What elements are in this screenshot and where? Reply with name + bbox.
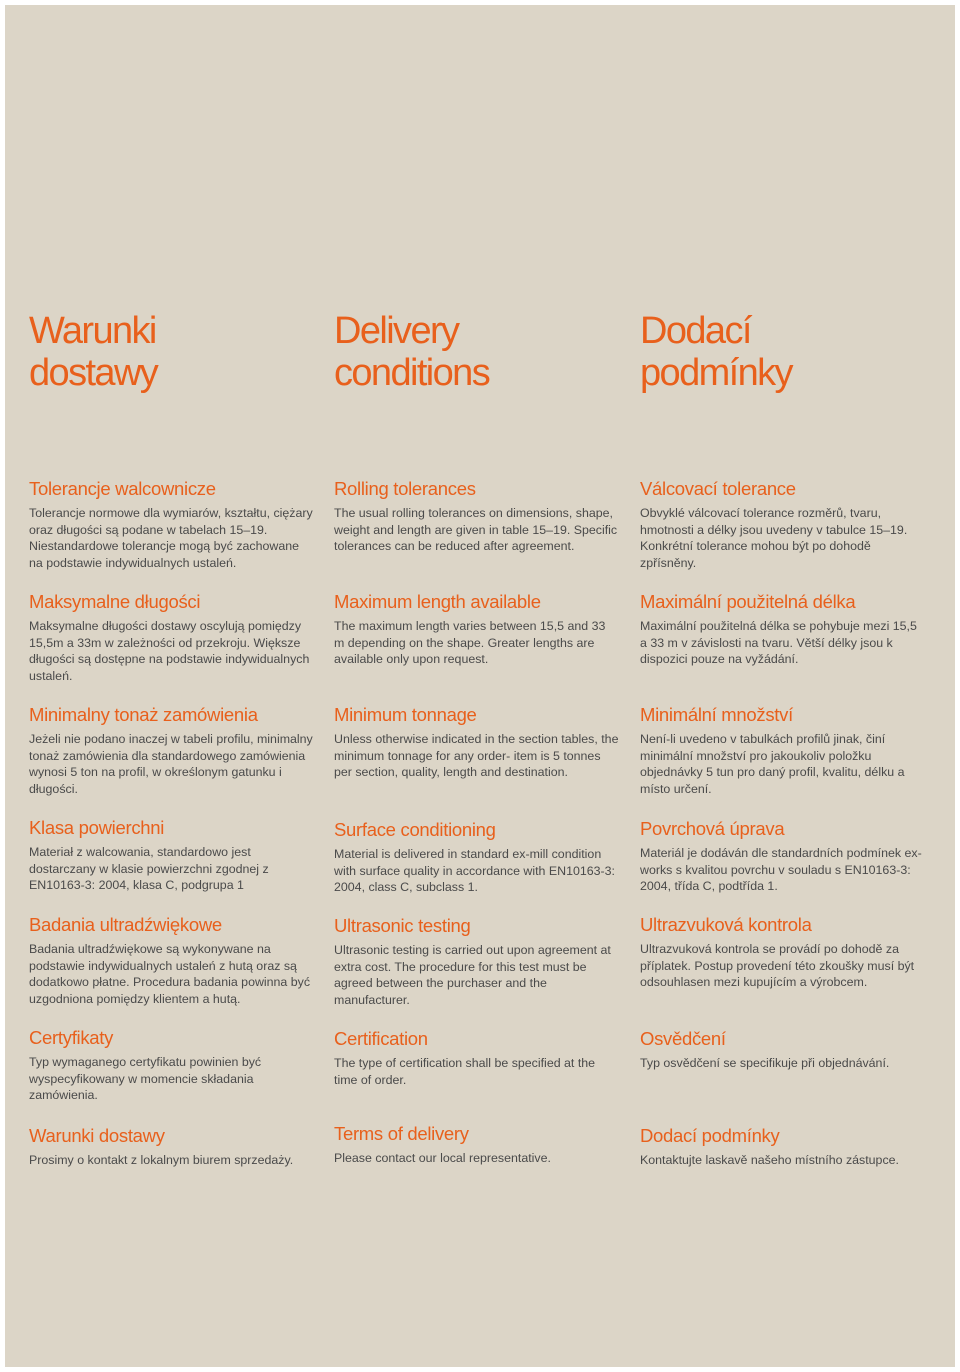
section-ultrasonic <box>640 914 925 991</box>
section-text: Maksymalne długości dostawy oscylują pomiędzy 15,5m a 33m w zależności od przekroju. Większe długości są dostępne na podstawie indywidualnych ustaleń. <box>29 619 310 683</box>
section-max-length <box>334 591 619 668</box>
section-heading: Povrchová úprava <box>640 818 785 839</box>
section-heading: Certyfikaty <box>29 1027 114 1048</box>
section-heading: Ultrazvuková kontrola <box>640 914 812 935</box>
section-heading: Maximum length available <box>334 591 541 612</box>
page-title: Delivery conditions <box>334 310 490 394</box>
section-text: Tolerancje normowe dla wymiarów, kształtu, ciężary oraz długości są podane w tabelach 15–19. Niestandardowe tolerancje mogą być zachowane na podstawie indywidualnych ustaleń. <box>29 506 313 570</box>
section-terms <box>334 1123 619 1167</box>
section-text: Material is delivered in standard ex-mill condition with surface quality in accordance with EN10163-3: 2004, class C, subclass 1. <box>334 847 616 894</box>
section-heading: Terms of delivery <box>334 1123 469 1144</box>
section-heading: Certification <box>334 1028 428 1049</box>
section-surface <box>29 817 314 894</box>
section-min-tonnage <box>29 704 314 797</box>
section-ultrasonic <box>29 914 314 1007</box>
section-heading: Osvědčení <box>640 1028 726 1049</box>
section-heading: Minimum tonnage <box>334 704 477 725</box>
section-surface <box>334 819 619 896</box>
section-text: Materiál je dodáván dle standardních podmínek ex-works s kvalitou povrchu v souladu s EN10163-3: 2004, třída C, podtřída 1. <box>640 846 922 893</box>
section-max-length <box>29 591 314 684</box>
section-min-tonnage <box>334 704 619 781</box>
section-min-tonnage <box>640 704 925 797</box>
section-heading: Badania ultradźwiękowe <box>29 914 222 935</box>
section-text: Ultrazvuková kontrola se provádí po dohodě za příplatek. Postup provedení této zkoušky musí být odsouhlasen mezi kupujícím a výrobcem. <box>640 942 915 989</box>
section-certification <box>334 1028 619 1088</box>
section-ultrasonic <box>334 915 619 1008</box>
section-text: Typ wymaganego certyfikatu powinien być wyspecyfikowany w momencie składania zamówienia. <box>29 1055 262 1102</box>
section-heading: Ultrasonic testing <box>334 915 471 936</box>
page-title: Warunki dostawy <box>29 310 158 394</box>
section-surface <box>640 818 925 895</box>
page-title: Dodací podmínky <box>640 310 792 394</box>
section-heading: Maximální použitelná délka <box>640 591 856 612</box>
section-heading: Surface conditioning <box>334 819 496 840</box>
section-text: Není-li uvedeno v tabulkách profilů jinak, činí minimální množství pro jakoukoliv položku objednávky 5 tun pro daný profil, kvalitu, délku a místo určení. <box>640 732 905 796</box>
section-max-length <box>640 591 925 668</box>
section-heading: Minimální množství <box>640 704 793 725</box>
section-text: Please contact our local representative. <box>334 1151 551 1165</box>
section-text: Prosimy o kontakt z lokalnym biurem sprzedaży. <box>29 1153 294 1167</box>
section-certification <box>29 1027 314 1104</box>
section-rolling-tolerances <box>640 478 925 571</box>
section-text: The type of certification shall be specified at the time of order. <box>334 1056 596 1087</box>
section-text: Kontaktujte laskavě našeho místního zástupce. <box>640 1153 899 1167</box>
section-heading: Rolling tolerances <box>334 478 476 499</box>
section-certification <box>640 1028 925 1072</box>
section-text: Maximální použitelná délka se pohybuje mezi 15,5 a 33 m v závislosti na tvaru. Větší délky jsou k dispozici pouze na vyžádání. <box>640 619 917 666</box>
section-rolling-tolerances <box>29 478 314 571</box>
section-heading: Tolerancje walcownicze <box>29 478 216 499</box>
section-text: The maximum length varies between 15,5 and 33 m depending on the shape. Greater lengths are available only upon request. <box>334 619 606 666</box>
section-text: Jeżeli nie podano inaczej w tabeli profilu, minimalny tonaż zamówienia dla standardowego zamówienia wynosi 5 ton na profil, w określonym gatunku i długości. <box>29 732 313 796</box>
section-heading: Maksymalne długości <box>29 591 201 612</box>
section-text: Materiał z walcowania, standardowo jest dostarczany w klasie powierzchni zgodnej z EN10163-3: 2004, klasa C, podgrupa 1 <box>29 845 269 892</box>
section-heading: Minimalny tonaż zamówienia <box>29 704 258 725</box>
section-terms <box>29 1125 314 1169</box>
section-heading: Válcovací tolerance <box>640 478 796 499</box>
section-heading: Dodací podmínky <box>640 1125 780 1146</box>
section-rolling-tolerances <box>334 478 619 555</box>
section-text: Badania ultradźwiękowe są wykonywane na podstawie indywidualnych ustaleń z hutą oraz są dodatkowo płatne. Procedura badania powinna być uzgodniona pomiędzy klientem a hutą. <box>29 942 311 1006</box>
section-terms <box>640 1125 925 1169</box>
section-text: The usual rolling tolerances on dimensions, shape, weight and length are given in table 15–19. Specific tolerances can be reduced after agreement. <box>334 506 618 553</box>
section-text: Obvyklé válcovací tolerance rozměrů, tvaru, hmotnosti a délky jsou uvedeny v tabulce 15–19. Konkrétní tolerance mohou být po dohodě zpřísněny. <box>640 506 908 570</box>
section-text: Typ osvědčení se specifikuje při objednávání. <box>640 1056 890 1070</box>
section-heading: Warunki dostawy <box>29 1125 165 1146</box>
section-heading: Klasa powierchni <box>29 817 165 838</box>
section-text: Ultrasonic testing is carried out upon agreement at extra cost. The procedure for this test must be agreed between the purchaser and the manufacturer. <box>334 943 611 1007</box>
section-text: Unless otherwise indicated in the section tables, the minimum tonnage for any order- item is 5 tonnes per section, quality, length and destination. <box>334 732 619 779</box>
